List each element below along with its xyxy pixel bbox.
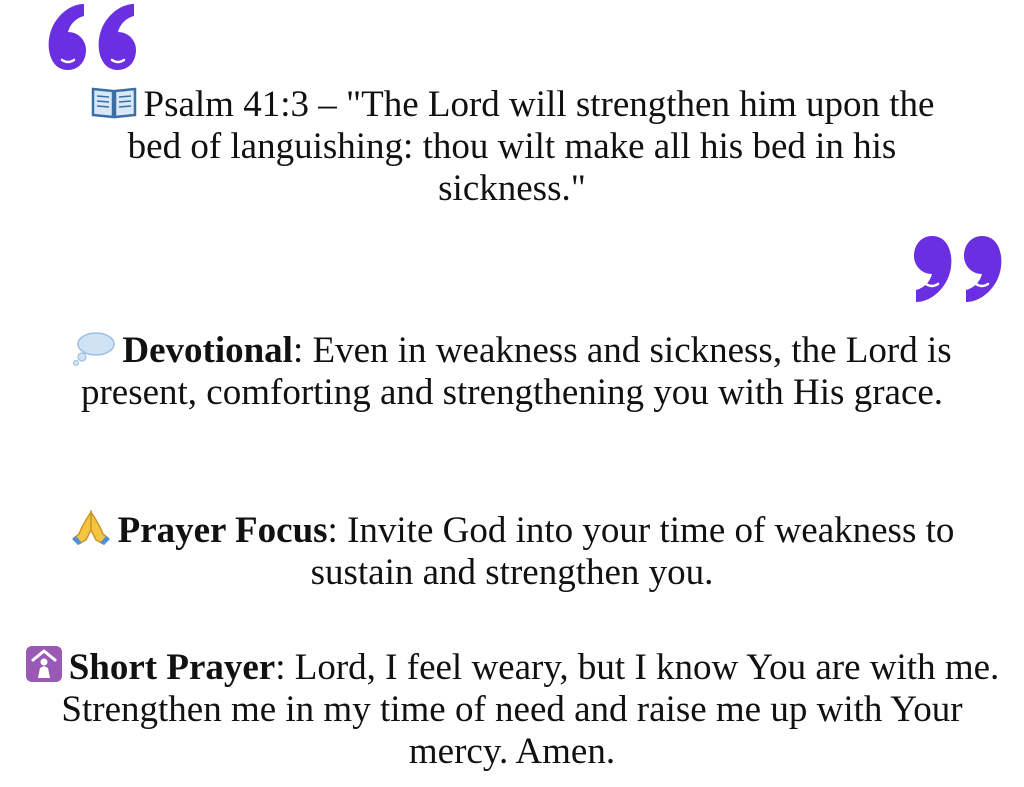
close-quote-icon xyxy=(906,226,1006,306)
short-prayer-text: : Lord, I feel weary, but I know You are with me. Strengthen me in my time of need and raise me up with Your mercy. Amen. xyxy=(61,647,1000,772)
devotional-label: Devotional xyxy=(122,330,293,371)
thought-bubble-icon xyxy=(72,330,116,366)
verse-text: Psalm 41:3 – "The Lord will strengthen him upon the bed of languishing: thou wilt make all his bed in his sickness." xyxy=(127,84,935,209)
prayer-focus-block xyxy=(0,508,1024,594)
prayer-focus-text: : Invite God into your time of weakness to sustain and strengthen you. xyxy=(310,510,955,593)
open-book-icon xyxy=(90,84,138,120)
praying-hands-icon xyxy=(70,508,112,546)
devotional-block xyxy=(0,330,1024,414)
devotional-text: : Even in weakness and sickness, the Lord is present, comforting and strengthening you with His grace. xyxy=(80,330,952,413)
place-of-worship-icon xyxy=(25,645,63,683)
short-prayer-label: Short Prayer xyxy=(68,647,276,688)
prayer-focus-label: Prayer Focus xyxy=(117,510,328,551)
short-prayer-block xyxy=(0,645,1024,773)
open-quote-icon xyxy=(44,0,144,80)
verse-block xyxy=(0,84,1024,210)
